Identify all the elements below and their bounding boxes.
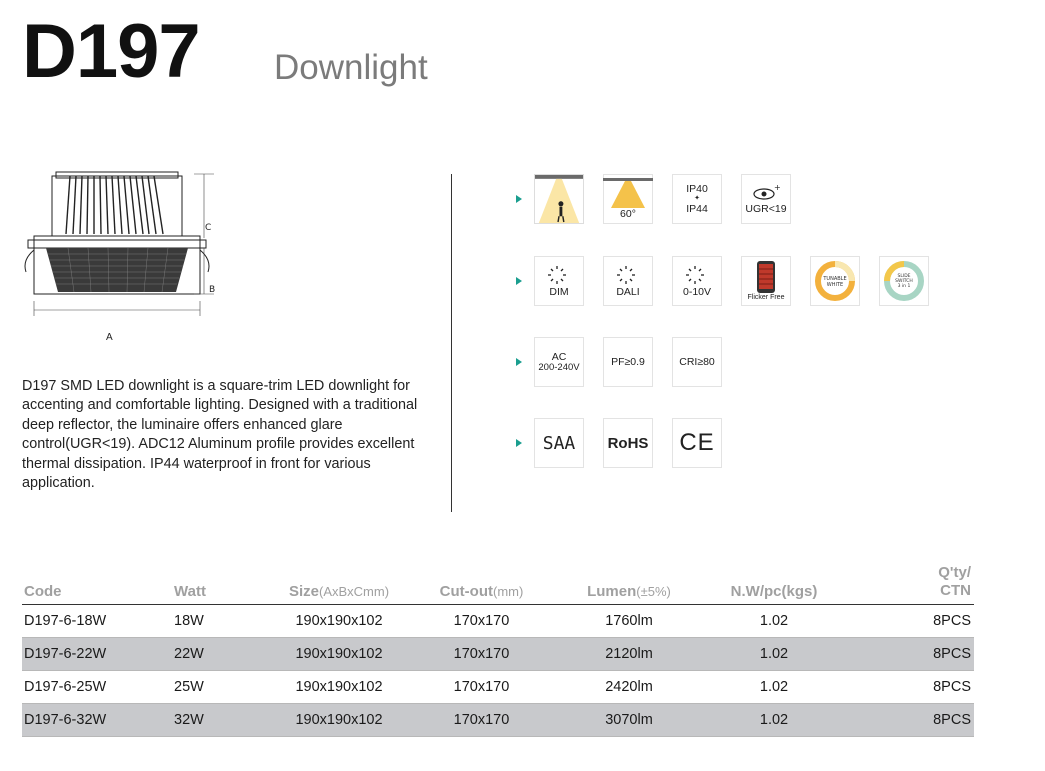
slide-line-3: 3 in 1 (897, 284, 911, 289)
dimming-bulb-icon (684, 264, 710, 286)
dim-a-label: A (106, 332, 113, 343)
voltage-label: 200-240V (538, 361, 580, 373)
ip-bottom-label: IP44 (686, 203, 708, 216)
cell-code: D197-6-22W (22, 638, 174, 671)
slide-switch-ring-icon (882, 259, 926, 303)
feature-row-electrical (516, 337, 741, 387)
slide-switch-badge (879, 256, 929, 306)
dim-badge (534, 256, 584, 306)
flicker-free-badge (741, 256, 791, 306)
ip-top-label: IP40 (686, 182, 708, 195)
cell-net-weight: 1.02 (704, 605, 844, 638)
ac-label: AC (551, 350, 567, 363)
col-cutout: Cut-out(mm) (409, 556, 554, 605)
col-lumen: Lumen(±5%) (554, 556, 704, 605)
0-10v-label: 0-10V (682, 285, 712, 298)
dim-label: DIM (549, 285, 569, 298)
ce-mark: CE (679, 429, 715, 456)
eye-icon (751, 183, 781, 203)
cell-lumen: 2420lm (554, 671, 704, 704)
cell-qty: 8PCS (844, 638, 974, 671)
dimension-drawing (18, 168, 218, 348)
table-header-row (22, 556, 974, 605)
spotlight-person-icon (534, 174, 584, 224)
cell-lumen: 1760lm (554, 605, 704, 638)
cell-cutout: 170x170 (409, 638, 554, 671)
cell-size: 190x190x102 (269, 671, 409, 704)
slide-line-1: SLIDE (897, 274, 911, 279)
model-title: D197 (22, 9, 200, 94)
phone-icon (755, 260, 777, 294)
ac-voltage-badge (534, 337, 584, 387)
ugr-badge (741, 174, 791, 224)
slide-line-2: SWITCH (895, 279, 913, 284)
cell-net-weight: 1.02 (704, 638, 844, 671)
cell-lumen: 2120lm (554, 638, 704, 671)
dim-c-label: C (205, 223, 212, 233)
water-drop-icon: ✦ (694, 194, 700, 202)
ugr-label: UGR<19 (745, 202, 787, 215)
bullet-arrow-icon (516, 195, 522, 203)
cell-code: D197-6-25W (22, 671, 174, 704)
cell-code: D197-6-32W (22, 704, 174, 737)
cell-qty: 8PCS (844, 704, 974, 737)
cell-watt: 22W (174, 638, 269, 671)
cell-cutout: 170x170 (409, 671, 554, 704)
bullet-arrow-icon (516, 277, 522, 285)
cell-net-weight: 1.02 (704, 671, 844, 704)
dali-badge (603, 256, 653, 306)
cell-watt: 25W (174, 671, 269, 704)
rohs-mark: RoHS (607, 434, 649, 452)
col-size: Size(AxBxCmm) (269, 556, 409, 605)
vertical-divider (451, 174, 452, 512)
ip-rating-badge (672, 174, 722, 224)
saa-mark: SAA (542, 432, 576, 454)
dim-b-label: B (209, 285, 216, 295)
pf-label: PF≥0.9 (611, 355, 645, 368)
cell-cutout: 170x170 (409, 605, 554, 638)
cri-badge (672, 337, 722, 387)
feature-row-optics (516, 174, 810, 224)
tunable-white-ring-icon (813, 259, 857, 303)
cell-size: 190x190x102 (269, 638, 409, 671)
cell-qty: 8PCS (844, 671, 974, 704)
beam-angle-label: 60° (620, 207, 636, 220)
bullet-arrow-icon (516, 358, 522, 366)
table-row (22, 605, 974, 638)
cell-size: 190x190x102 (269, 704, 409, 737)
tunable-line-1: TUNABLE (823, 276, 847, 282)
svg-text:+: + (774, 182, 781, 192)
dimming-bulb-icon (546, 264, 572, 286)
cell-qty: 8PCS (844, 605, 974, 638)
dimming-bulb-icon (615, 264, 641, 286)
cell-watt: 32W (174, 704, 269, 737)
cell-lumen: 3070lm (554, 704, 704, 737)
spec-table (22, 556, 974, 737)
flicker-free-label: Flicker Free (747, 293, 785, 301)
beam-cone-icon (603, 178, 653, 208)
tunable-white-badge (810, 256, 860, 306)
feature-row-control (516, 256, 948, 306)
table-row (22, 704, 974, 737)
col-qty-ctn: Q'ty/ CTN (844, 556, 974, 605)
ce-badge (672, 418, 722, 468)
col-code: Code (22, 556, 174, 605)
rohs-badge (603, 418, 653, 468)
bullet-arrow-icon (516, 439, 522, 447)
col-watt: Watt (174, 556, 269, 605)
feature-row-certifications (516, 418, 741, 468)
0-10v-badge (672, 256, 722, 306)
cell-code: D197-6-18W (22, 605, 174, 638)
cell-net-weight: 1.02 (704, 704, 844, 737)
col-net-weight: N.W/pc(kgs) (704, 556, 844, 605)
beam-angle-badge (603, 174, 653, 224)
cell-size: 190x190x102 (269, 605, 409, 638)
table-row (22, 671, 974, 704)
product-description: D197 SMD LED downlight is a square-trim LED downlight for accenting and comfortable lighting. Designed with a traditional deep reflector, the luminaire offers enhanced glare control(UGR<19). ADC12 Aluminum profile provides excellent thermal dissipation. IP44 waterproof in front for various application. (22, 378, 418, 492)
table-row (22, 638, 974, 671)
saa-badge (534, 418, 584, 468)
power-factor-badge (603, 337, 653, 387)
cri-label: CRI≥80 (679, 355, 715, 368)
dali-label: DALI (616, 285, 640, 298)
category-subtitle: Downlight (274, 48, 428, 87)
cell-cutout: 170x170 (409, 704, 554, 737)
cell-watt: 18W (174, 605, 269, 638)
tunable-line-2: WHITE (826, 282, 844, 288)
